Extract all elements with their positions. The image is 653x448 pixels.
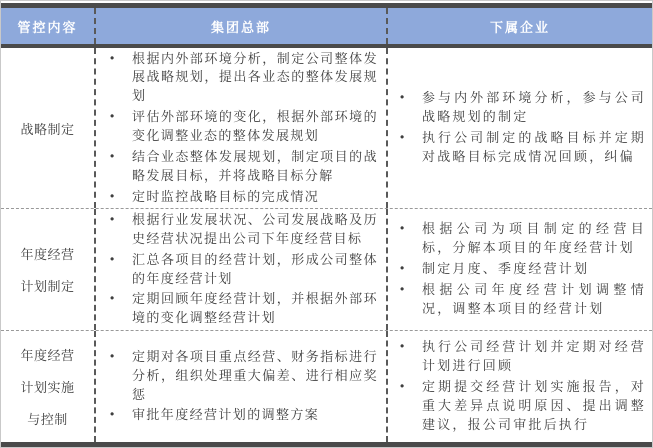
bullet-text: 评估外部环境的变化，根据外部环境的变化调整业态的整体发展规划 (132, 109, 378, 143)
bullet-text: 审批年度经营计划的调整方案 (132, 407, 320, 423)
bullet-text: 根据公司年度经营计划调整情况，调整本项目的经营计划 (422, 281, 646, 316)
row-label-cell (1, 48, 94, 208)
header-cell-group-hq (94, 8, 386, 44)
row-label-line: 年度经营 (20, 247, 75, 262)
bullet-list (396, 87, 646, 168)
bullet-text: 根据行业发展状况、公司发展战略及历史经营状况提出公司下年度经营目标 (132, 211, 378, 246)
header-cell-control-content (1, 8, 94, 44)
bullet-icon: • (110, 291, 115, 306)
row-label-line: 与控制 (27, 412, 68, 427)
header-label-subsidiary: 下属企业 (489, 19, 550, 35)
bullet-text: 汇总各项目的经营计划，形成公司整体的年度经营计划 (132, 251, 378, 286)
hq-cell (94, 331, 386, 442)
bullet-text: 定期回顾年度经营计划，并根据外部环境的变化调整经营计划 (132, 291, 378, 326)
bullet-item (106, 290, 378, 328)
bullet-text: 制定月度、季度经营计划 (422, 261, 590, 277)
bullet-item (396, 89, 646, 127)
bullet-icon: • (400, 221, 405, 236)
hq-cell (94, 209, 386, 330)
bullet-icon: • (110, 348, 115, 363)
bullet-text: 参与内外部环境分析，参与公司战略规划的制定 (422, 90, 646, 125)
bullet-item (106, 50, 378, 107)
row-label-line: 计划实施 (20, 380, 75, 395)
bullet-icon: • (110, 109, 115, 124)
bullet-item (106, 348, 378, 405)
subsidiary-cell (386, 209, 652, 330)
hq-cell (94, 48, 386, 208)
bullet-text: 执行公司制定的战略目标并定期对战略目标完成情况回顾，纠偏 (422, 130, 646, 164)
bullet-list (106, 346, 378, 427)
bullet-text: 定时监控战略目标的完成情况 (132, 188, 320, 204)
bullet-text: 根据内外部环境分析，制定公司整体发展战略规划，提出各业态的整体发展规划 (132, 50, 378, 104)
bullet-icon: • (110, 407, 115, 422)
bullet-list (106, 48, 378, 209)
table-row (1, 330, 652, 442)
bullet-item (106, 406, 378, 425)
subsidiary-cell (386, 331, 652, 442)
bullet-text: 执行公司经营计划并定期对经营计划进行回顾 (422, 339, 646, 374)
bullet-item (396, 129, 646, 167)
subsidiary-cell (386, 48, 652, 208)
bullet-icon: • (110, 211, 115, 226)
row-label-line: 计划制定 (20, 279, 75, 294)
bullet-list (396, 336, 646, 436)
bullet-icon: • (110, 188, 115, 203)
bullet-item (106, 108, 378, 146)
bullet-icon: • (400, 379, 405, 394)
bullet-icon: • (400, 281, 405, 296)
table-row (1, 48, 652, 208)
table-body (1, 48, 652, 442)
bullet-item (106, 148, 378, 186)
bullet-item (106, 188, 378, 207)
header-cell-subsidiary (386, 8, 652, 44)
bullet-text: 定期提交经营计划实施报告，对重大差异点说明原因、提出调整建议，报公司审批后执行 (422, 379, 646, 432)
bullet-icon: • (110, 50, 115, 65)
row-label-cell (1, 331, 94, 442)
bullet-icon: • (110, 148, 115, 163)
bullet-icon: • (400, 339, 405, 354)
bullet-item (106, 251, 378, 289)
bullet-icon: • (400, 90, 405, 105)
bullet-item (106, 211, 378, 249)
bullet-icon: • (400, 130, 405, 144)
bullet-item (396, 220, 646, 258)
bullet-list (396, 218, 646, 320)
bullet-item (396, 281, 646, 319)
row-label-cell (1, 209, 94, 330)
bullet-text: 定期对各项目重点经营、财务指标进行分析，组织处理重大偏差、进行相应奖惩 (132, 348, 378, 402)
bottom-border-bar (1, 442, 652, 447)
header-label-control-content: 管控内容 (17, 19, 78, 35)
row-label-line: 战略制定 (20, 121, 75, 137)
bullet-item (396, 338, 646, 376)
header-label-group-hq: 集团总部 (210, 19, 271, 35)
bullet-icon: • (110, 251, 115, 266)
bullet-text: 根据公司为项目制定的经营目标，分解本项目的年度经营计划 (422, 221, 646, 256)
bullet-item (396, 260, 646, 279)
bullet-icon: • (400, 261, 405, 276)
table-header-row (1, 8, 652, 44)
row-label-line: 年度经营 (20, 348, 75, 363)
table-row (1, 208, 652, 330)
bullet-list (106, 209, 378, 330)
bullet-text: 结合业态整体发展规划，制定项目的战略发展目标，并将战略目标分解 (132, 148, 378, 183)
bullet-item (396, 378, 646, 435)
